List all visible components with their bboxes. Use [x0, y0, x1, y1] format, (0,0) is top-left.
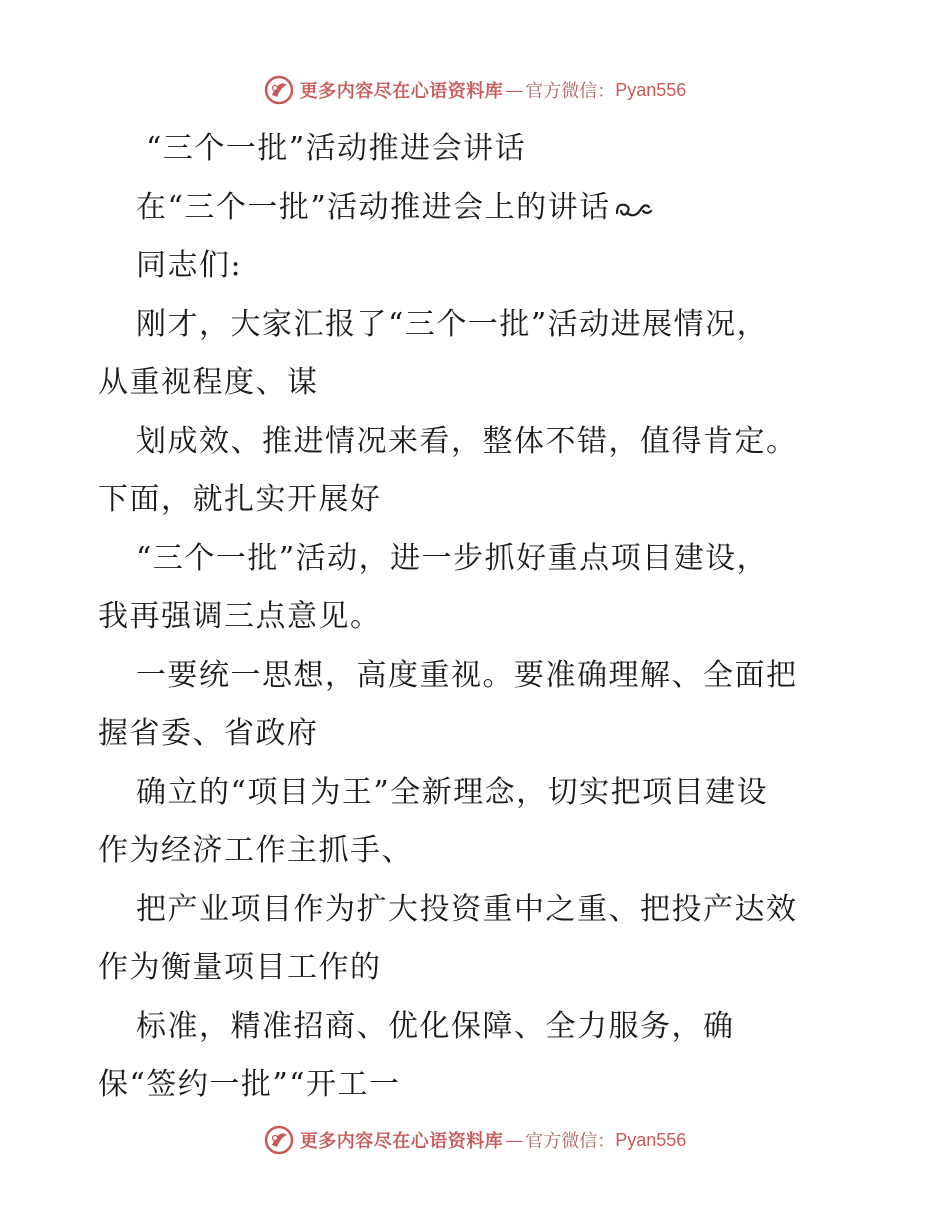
paragraph-line: 从重视程度、谋: [98, 365, 319, 400]
paragraph-line: 作为衡量项目工作的: [98, 950, 382, 985]
document-title: “三个一批”活动推进会讲话: [146, 131, 527, 166]
paragraph-line: “三个一批”活动，进一步抓好重点项目建设，: [136, 540, 769, 576]
paragraph-line: 握省委、省政府: [98, 716, 319, 751]
paragraph-line: 把产业项目作为扩大投资重中之重、把投产达效: [136, 891, 798, 927]
logo-icon: [264, 1125, 294, 1155]
paragraph-line: 确立的“项目为王”全新理念，切实把项目建设: [136, 774, 769, 810]
paragraph-line: 一要统一思想，高度重视。要准确理解、全面把: [136, 657, 798, 693]
banner-main-text: 更多内容尽在心语资料库: [299, 81, 504, 102]
salutation: 同志们:: [136, 248, 243, 283]
flourish-icon: [613, 197, 653, 221]
footer-banner: [0, 1120, 950, 1160]
paragraph-line: 作为经济工作主抓手、: [98, 833, 413, 868]
banner-wechat-id: Pyan556: [615, 1129, 687, 1150]
paragraph-line: 我再强调三点意见。: [98, 599, 382, 634]
banner-wechat-label: 官方微信：: [525, 1131, 616, 1152]
banner-wechat-label: 官方微信：: [525, 81, 616, 102]
paragraph-line: 划成效、推进情况来看，整体不错，值得肯定。: [136, 423, 798, 459]
paragraph-line: 下面，就扎实开展好: [98, 482, 382, 517]
banner-dash: —: [505, 79, 524, 101]
paragraph-line: 刚才，大家汇报了“三个一批”活动进展情况，: [136, 306, 769, 342]
paragraph-line: 保“签约一批”“开工一: [98, 1067, 401, 1102]
logo-icon: [264, 75, 294, 105]
banner-main-text: 更多内容尽在心语资料库: [299, 1131, 504, 1152]
header-banner: [0, 70, 950, 110]
document-subtitle-text: 在“三个一批”活动推进会上的讲话: [136, 189, 611, 225]
banner-wechat-id: Pyan556: [615, 79, 687, 100]
banner-dash: —: [505, 1129, 524, 1151]
paragraph-line: 标准，精准招商、优化保障、全力服务，确: [136, 1008, 735, 1044]
document-body: [98, 120, 858, 1115]
document-subtitle: [98, 179, 858, 238]
